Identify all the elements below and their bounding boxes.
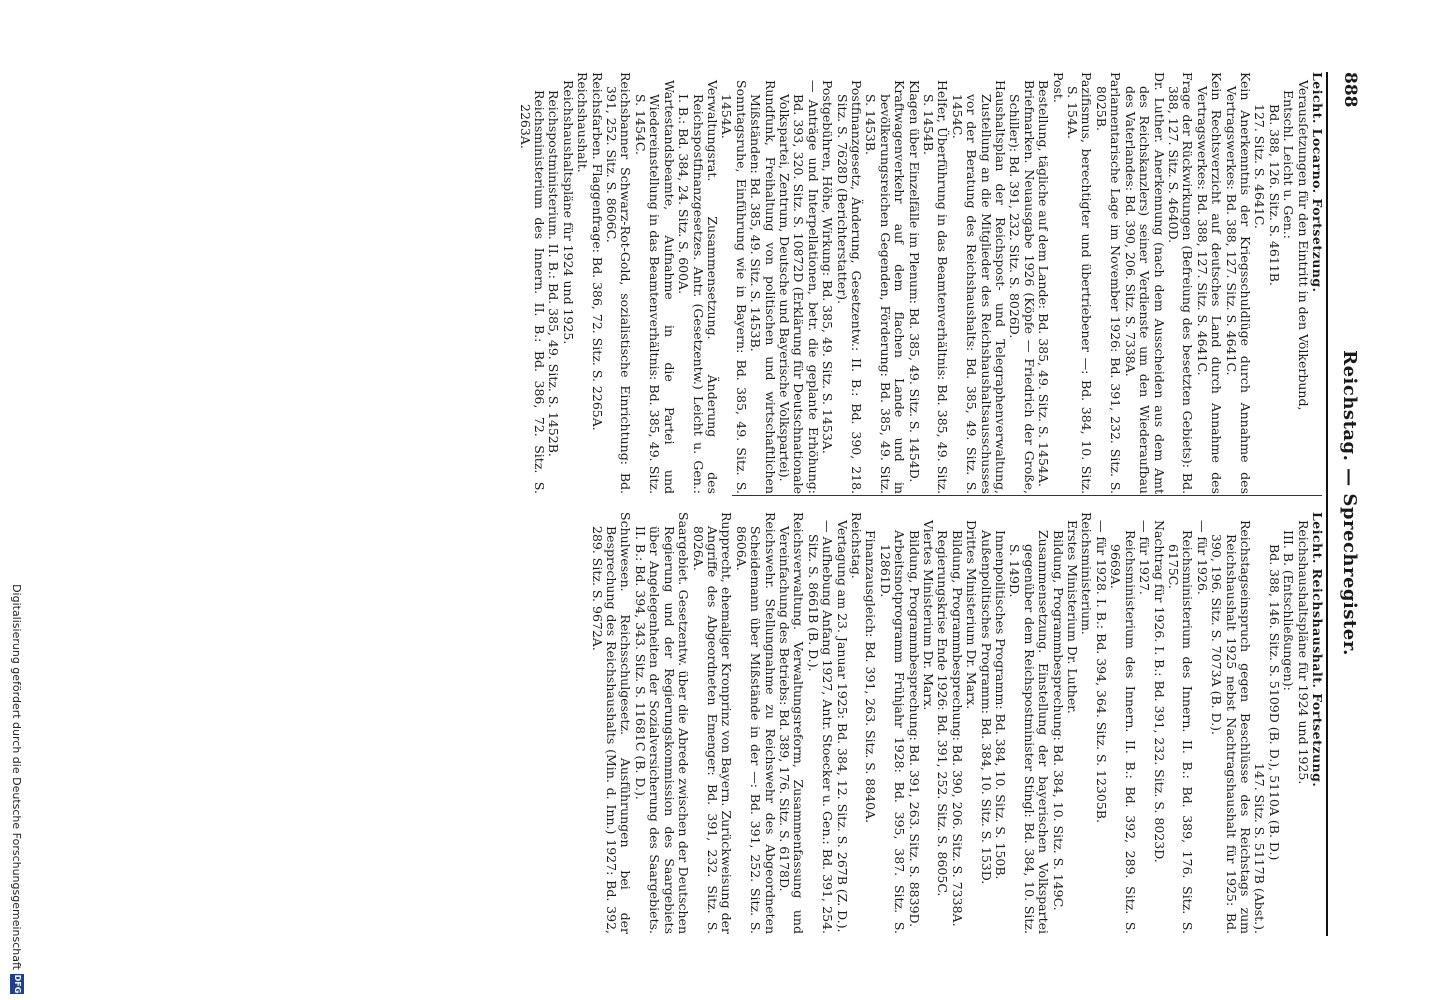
index-entry: Außenpolitisches Programm: Bd. 384, 10. Sitz. S. 153D. — [978, 530, 994, 885]
index-entry: Parlamentarische Lage im November 1926: Bd. 391, 232. Sitz. S. 8025B. — [1093, 72, 1124, 494]
index-entry: Arbeitsnotprogramm Frühjahr 1928: Bd. 395, 387. Sitz. S. 12861D. — [877, 530, 908, 934]
index-entry: Reichspostministerium. II. B.: Bd. 385, 49. Sitz. S. 1452B. — [546, 90, 562, 457]
index-entry: Leicht. Locarno. Fortsetzung. — [1310, 72, 1325, 293]
index-entry: Regierungskrise Ende 1926: Bd. 391, 252. Sitz. S. 8605C. — [935, 530, 951, 897]
right-column — [589, 512, 1324, 934]
index-entry: Drittes Ministerium Dr. Marx. — [964, 520, 980, 710]
index-entry: Reichswehr. Stellungnahme zu Reichswehr des Abgeordneten Scheidemann über Mißstände in der —: Bd. 391, 252. Sitz. S. 8606A. — [733, 512, 778, 934]
index-entry: Saargebiet. Gesetzentw. über die Abrede zwischen der Deutschen Regierung und der Regierungskommission des Saargebiets über Angelegenheiten der Sozialversicherung des Saargebiets. II. B.: Bd. 394, 343. Sitz. S. 11681C (B. D.). — [632, 512, 692, 934]
index-entry: Bd. 388, 126. Sitz. S. 4611B. — [1266, 104, 1282, 286]
index-entry: Finanzausgleich: Bd. 391, 263. Sitz. S. 8840A. — [863, 530, 879, 824]
index-entry: Klagen über Einzelfälle im Plenum: Bd. 385, 49. Sitz. S. 1454D. — [906, 80, 922, 483]
index-entry: — für 1927. — [1137, 520, 1153, 595]
left-column — [517, 72, 1324, 494]
index-entry: Bildung, Programmbesprechung: Bd. 384, 10. Sitz. S. 149C. — [1050, 530, 1066, 911]
page-header — [1326, 72, 1366, 934]
index-entry: Post. — [1050, 72, 1066, 103]
index-entry: 147. Sitz. S. 5117B (Abst.). — [1252, 762, 1268, 934]
index-entry: Haushaltsplan der Reichspost- und Telegraphenverwaltung, Zustellung an die Mitglieder des Reichshaushaltsausschusses vor der Beratung des Reichshaushalts: Bd. 385, 49. Sitz. S. 1454C. — [949, 80, 1009, 494]
index-entry: Bildung, Programmbesprechung: Bd. 390, 206. Sitz. S. 7338A. — [949, 530, 965, 927]
index-entry: Leicht. Reichshaushalt. Fortsetzung. — [1310, 512, 1325, 788]
index-entry: Reichsbanner Schwarz-Rot-Gold, sozialistische Einrichtung: Bd. 391, 252. Sitz. S. 8606C. — [604, 72, 634, 494]
index-entry: Reichsministerium des Innern. II. B.: Bd. 392, 289. Sitz. S. 9669A. — [1108, 530, 1138, 934]
index-entry: Briefmarken. Neuausgabe 1926 (Köpfe — Friedrich der Große, Schiller): Bd. 391, 232. Sitz. S. 8026D. — [1007, 80, 1037, 494]
index-entry: Reichshaushalt. — [575, 72, 591, 173]
index-entry: — für 1926. — [1194, 520, 1210, 595]
index-entry: Bildung, Programmbesprechung: Bd. 391, 263. Sitz. S. 8839D. — [906, 530, 922, 928]
page-number: 888 — [1340, 72, 1360, 108]
index-entry: Reichsministerium. — [1079, 512, 1095, 635]
index-entry: Wartestandsbeamte, Aufnahme in die Partei und Wiedereinstellung in das Beamtenverhältnis: Bd. 385, 49. Sitz. S. 1454C. — [632, 80, 677, 494]
page-title: Reichstag. — Sprechregister. — [1339, 350, 1360, 656]
index-entry: III. B. (Entschließungen): — [1281, 530, 1297, 691]
header-divider — [1326, 72, 1328, 936]
index-entry: Postgebühren, Höhe, Wirkung: Bd. 385, 49. Sitz. S. 1453A. — [820, 80, 836, 454]
index-entry: Reichstag. — [849, 512, 864, 579]
index-entry: Nachtrag für 1926. I. B.: Bd. 391, 232. Sitz. S. 8023D. — [1151, 520, 1167, 863]
index-entry: Helfer, Überführung in das Beamtenverhältnis: Bd. 385, 49. Sitz. S. 1454B. — [921, 80, 951, 494]
index-entry: Kraftwagenverkehr auf dem flachen Lande und in bevölkerungsreichen Gegenden, Förderung: Bd. 385, 49. Sitz. S. 1453B. — [863, 80, 908, 494]
index-entry: Schulwesen. Reichsschulgesetz. Ausführungen bei der Besprechung des Reichshaushalts (Min. d. Inn.) 1927: Bd. 392, 289. Sitz. S. 9672A. — [589, 512, 634, 934]
column-divider — [732, 495, 1322, 496]
index-entry: Reichsverwaltung. Verwaltungsreform, Zusammenfassung und Vereinfachung des Betriebs: Bd. 389, 176. Sitz. S. 6178D. — [776, 512, 807, 934]
index-entry: Kein Anerkenntnis der Kriegsschuldlüge durch Annahme des Vertragswerkes: Bd. 388, 127. Sitz. S. 4641C. — [1223, 72, 1253, 494]
index-entry: Reichsfarben. Flaggenfrage: Bd. 386, 72. Sitz. S. 2265A. — [589, 72, 605, 431]
index-entry: Viertes Ministerium Dr. Marx. — [921, 520, 937, 711]
index-entry: Reichsministerium des Innern. II. B.: Bd. 389, 176. Sitz. S. 6175C. — [1165, 530, 1196, 934]
index-entry: Kein Rechtsverzicht auf deutsches Land durch Annahme des Vertragswerkes: Bd. 388, 127. Sitz. S. 4641C. — [1194, 72, 1225, 494]
index-entry: Rundfunk, Freihaltung von politischen und wirtschaftlichen Mißständen: Bd. 385, 49. Sitz. S. 1453B. — [748, 80, 778, 494]
credit-text: Digitalisierung gefördert durch die Deutsche Forschungsgemeinschaft — [10, 584, 23, 970]
index-entry: Vertagung am 23. Januar 1925: Bd. 384, 12. Sitz. S. 267B (Z. D.). — [834, 520, 850, 933]
index-entry: Reichstagseinspruch gegen Beschlüsse des Reichstags zum Reichshaushalt 1925 nebst Nachtragshaushalt für 1925: Bd. 390, 196. Sitz. S. 7073A (B. D.). — [1209, 520, 1253, 934]
index-entry: Pazifismus, berechtigter und übertriebener —: Bd. 384, 10. Sitz. S. 154A. — [1065, 72, 1095, 494]
index-entry: Reichshaushaltspläne für 1924 und 1925. — [1295, 520, 1311, 785]
index-entry: 127. Sitz. S. 4641C. — [1252, 104, 1268, 229]
index-entry: Innenpolitisches Programm: Bd. 384, 10. Sitz. S. 150B. — [993, 530, 1009, 880]
index-entry: Dr. Luther. Anerkennung (nach dem Ausscheiden aus dem Amt des Reichskanzlers) seiner Verdienste um den Wiederaufbau des Vaterlandes: Bd. 390, 206. Sitz. S. 7338A. — [1122, 72, 1167, 494]
index-entry: — Aufhebung Anfang 1927, Antr. Stoecker u. Gen.: Bd. 391, 254. Sitz. S. 8661B (B. D.). — [805, 520, 836, 934]
digitization-credit — [4, 0, 28, 1000]
index-entry: Zusammensetzung. Einstellung der bayerischen Volkspartei gegenüber dem Reichspostminister Stingl: Bd. 384, 10. Sitz. S. 149D. — [1007, 530, 1052, 934]
index-entry: Bd. 388, 146. Sitz. S. 5109D (B. D.), 5110A (B. D.) — [1266, 544, 1282, 861]
index-entry: Reichsministerium des Innern. II. B.: Bd. 386, 72. Sitz. S. 2263A. — [517, 90, 548, 494]
index-entry: Postfinanzgesetz, Änderung, Gesetzentw.: II. B.: Bd. 390, 218. Sitz. S. 7628D (Berichterstatter). — [834, 80, 864, 494]
index-entry: — für 1928. I. B.: Bd. 394, 364. Sitz. S. 12305B. — [1093, 520, 1109, 823]
index-entry: Verausſetzungen für den Eintritt in den Völkerbund, — [1295, 80, 1311, 411]
index-entry: Verwaltungsrat. Zusammensetzung. Änderung des Reichspostfinanzgesetzes. Antr. (Gesetzentw.) Leicht u. Gen.: I. B.: Bd. 384, 24. Sitz. S. 600A. — [676, 80, 720, 494]
index-entry: — Anträge und Interpellationen, betr. die geplante Erhöhung: Bd. 393, 320. Sitz. S. 10872D (Erklärung für Deutschnationale Volkspartei, Zentrum, Deutsche und Bayerische Volkspartei). — [776, 80, 821, 494]
index-entry: Sonntagsruhe, Einführung wie in Bayern: Bd. 385, 49. Sitz. S. 1454A. — [719, 80, 749, 494]
index-entry: Entschl. Leicht u. Gen.: — [1281, 90, 1297, 239]
index-entry: Erstes Ministerium Dr. Luther. — [1065, 520, 1081, 714]
dfg-logo: DFG — [10, 974, 24, 994]
index-entry: Frage der Rückwirkungen (Befreiung des besetzten Gebiets): Bd. 388, 127. Sitz. S. 4640D. — [1165, 72, 1196, 494]
index-entry: Reichshaushaltspläne für 1924 und 1925. — [560, 80, 576, 345]
index-entry: Bestellung, tägliche auf dem Lande: Bd. 385, 49. Sitz. S. 1454A. — [1036, 80, 1052, 487]
index-entry: Rupprecht, ehemaliger Kronprinz von Bayern. Zurückweisung der Angriffe des Abgeordneten Emenger: Bd. 391, 232. Sitz. S. 8026A. — [690, 512, 735, 934]
